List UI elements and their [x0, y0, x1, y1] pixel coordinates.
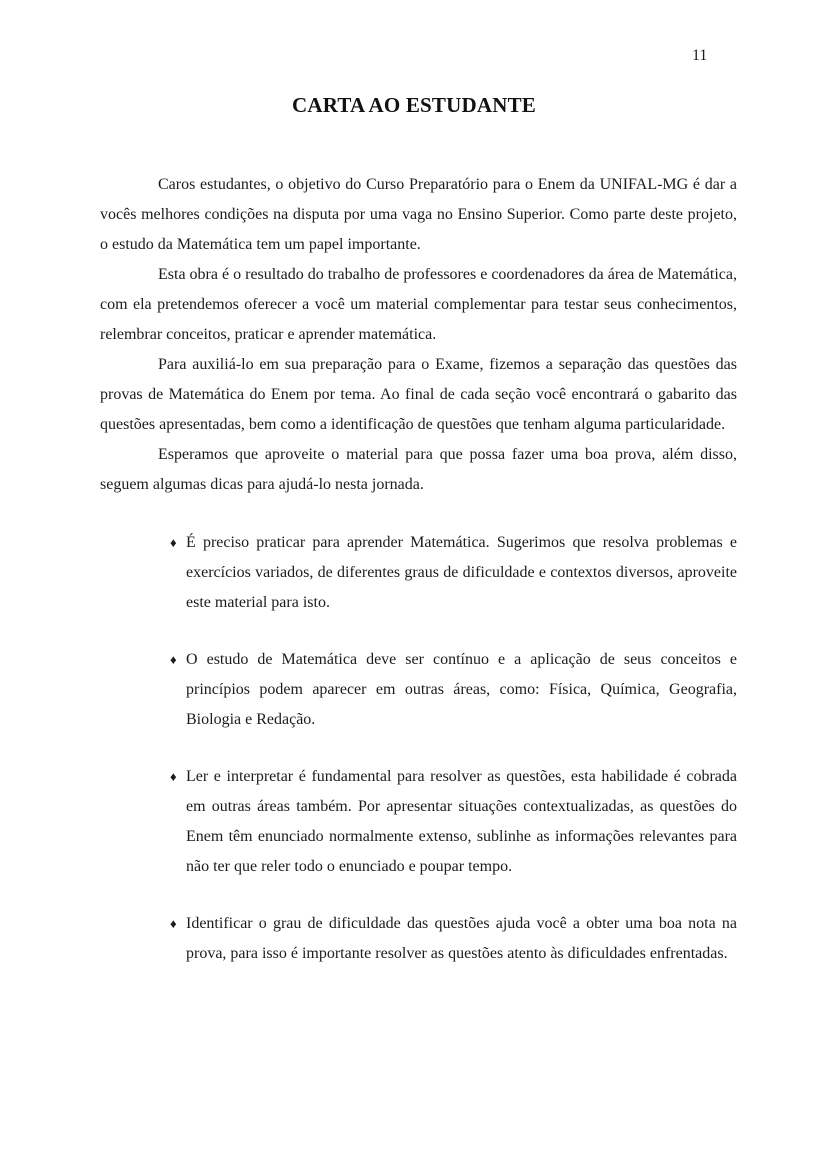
page-title: CARTA AO ESTUDANTE — [291, 93, 537, 117]
diamond-bullet-icon: ♦ — [170, 652, 177, 667]
list-item — [100, 762, 737, 882]
diamond-bullet-icon: ♦ — [170, 535, 177, 550]
diamond-bullet-icon: ♦ — [170, 916, 177, 931]
list-item-text: É preciso praticar para aprender Matemática. Sugerimos que resolva problemas e exercícios variados, de diferentes graus de dificuldade e contextos diversos, aproveite este material para isto. — [186, 534, 737, 611]
paragraph-exam-preparation: Para auxiliá-lo em sua preparação para o Exame, fizemos a separação das questões das provas de Matemática do Enem por tema. Ao final de cada seção você encontrará o gabarito das questões apresentadas, bem como a identificação de questões que tenham alguma particularidade. — [100, 356, 737, 433]
list-item-text: O estudo de Matemática deve ser contínuo e a aplicação de seus conceitos e princípios podem aparecer em outras áreas, como: Física, Química, Geografia, Biologia e Redação. — [186, 651, 737, 728]
paragraph-intro: Caros estudantes, o objetivo do Curso Preparatório para o Enem da UNIFAL-MG é dar a vocês melhores condições na disputa por uma vaga no Ensino Superior. Como parte deste projeto, o estudo da Matemática tem um papel importante. — [100, 176, 737, 253]
page-number: 11 — [692, 47, 708, 64]
list-item-text: Identificar o grau de dificuldade das questões ajuda você a obter uma boa nota na prova, para isso é importante resolver as questões atento às dificuldades enfrentadas. — [186, 915, 737, 962]
paragraph-closing-tips-intro: Esperamos que aproveite o material para que possa fazer uma boa prova, além disso, seguem algumas dicas para ajudá-lo nesta jornada. — [100, 446, 737, 493]
list-item — [100, 909, 737, 969]
list-item — [100, 528, 737, 618]
diamond-bullet-icon: ♦ — [170, 769, 177, 784]
paragraph-about-work: Esta obra é o resultado do trabalho de professores e coordenadores da área de Matemática, com ela pretendemos oferecer a você um material complementar para testar seus conhecimentos, relembrar conceitos, praticar e aprender matemática. — [100, 266, 737, 343]
list-item — [100, 645, 737, 735]
list-item-text: Ler e interpretar é fundamental para resolver as questões, esta habilidade é cobrada em outras áreas também. Por apresentar situações contextualizadas, as questões do Enem têm enunciado normalmente extenso, sublinhe as informações relevantes para não ter que reler todo o enunciado e poupar tempo. — [186, 768, 737, 875]
tips-list — [100, 528, 737, 969]
document-body — [100, 170, 737, 969]
